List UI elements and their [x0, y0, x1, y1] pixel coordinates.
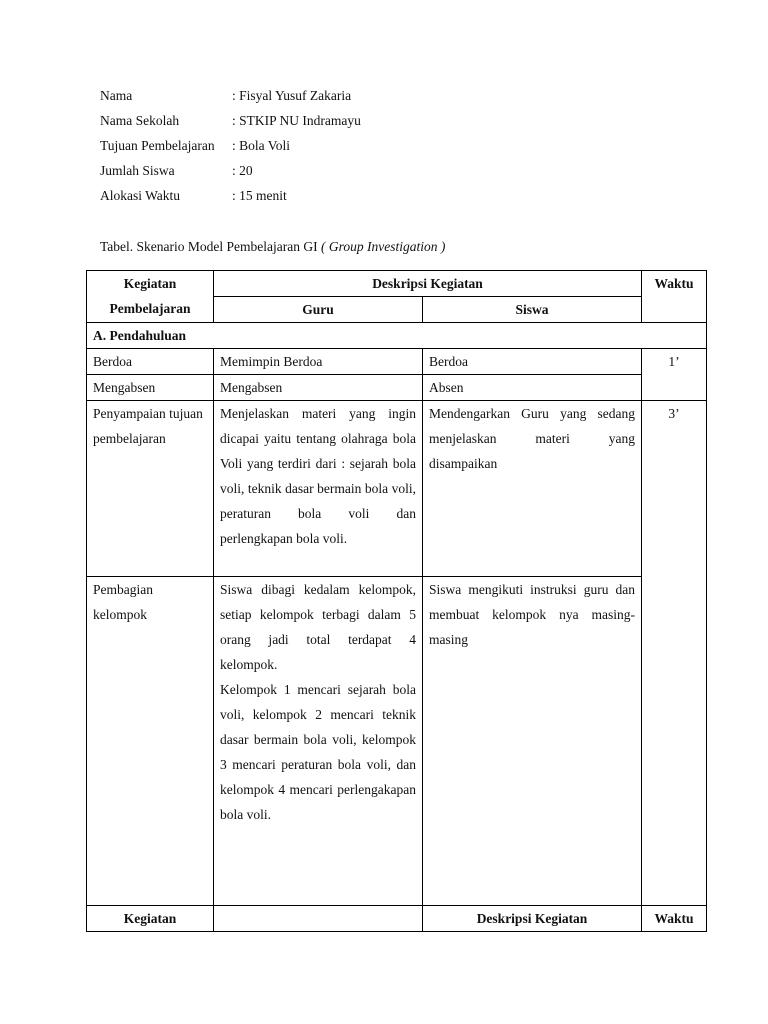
info-row-nama-sekolah [100, 111, 361, 136]
info-row-nama [100, 86, 361, 111]
caption-italic: ( Group Investigation ) [320, 239, 446, 254]
cell-kegiatan-penyampaian: Penyampaian tujuan pembelajaran [87, 401, 214, 577]
table-caption [100, 237, 445, 257]
cell-siswa-mengabsen: Absen [423, 375, 642, 401]
cell-guru-pembagian [214, 577, 423, 906]
header-deskripsi: Deskripsi Kegiatan [214, 271, 642, 297]
info-row-jumlah-siswa [100, 161, 361, 186]
cell-siswa-berdoa: Berdoa [423, 349, 642, 375]
scenario-table [86, 270, 707, 932]
guru-pembagian-para1: Siswa dibagi kedalam kelompok, setiap kelompok terbagi dalam 5 orang jadi total terdapat 4 kelompok. [220, 582, 416, 672]
cell-guru-penyampaian: Menjelaskan materi yang ingin dicapai yaitu tentang olahraga bola Voli yang terdiri dari : sejarah bola voli, teknik dasar bermain bola voli, peraturan bola voli dan perlengkapan bola voli. [214, 401, 423, 577]
footer-waktu: Waktu [642, 906, 707, 932]
header-waktu: Waktu [642, 271, 707, 323]
info-value: : Fisyal Yusuf Zakaria [232, 88, 352, 103]
info-value: : STKIP NU Indramayu [232, 113, 361, 128]
header-siswa: Siswa [423, 297, 642, 323]
header-kegiatan-line1: Kegiatan [123, 276, 177, 291]
info-row-tujuan [100, 136, 361, 161]
cell-waktu-3: 3’ [642, 401, 707, 906]
info-value: : 20 [232, 163, 253, 178]
guru-pembagian-para2: Kelompok 1 mencari sejarah bola voli, kelompok 2 mencari teknik dasar bermain bola voli, kelompok 3 mencari peraturan bola voli, dan kelompok 4 mencari perlengakapan bola voli. [220, 682, 416, 822]
section-pendahuluan: A. Pendahuluan [87, 323, 707, 349]
info-label: Tujuan Pembelajaran [100, 138, 215, 153]
cell-siswa-pembagian: Siswa mengikuti instruksi guru dan membuat kelompok nya masing-masing [423, 577, 642, 906]
footer-kegiatan: Kegiatan [87, 906, 214, 932]
info-label: Jumlah Siswa [100, 163, 175, 178]
info-label: Alokasi Waktu [100, 188, 181, 203]
identity-block [100, 86, 361, 211]
cell-guru-mengabsen: Mengabsen [214, 375, 423, 401]
header-kegiatan [87, 271, 214, 323]
header-kegiatan-line2: Pembelajaran [109, 301, 191, 316]
info-value: : Bola Voli [232, 138, 291, 153]
cell-guru-berdoa: Memimpin Berdoa [214, 349, 423, 375]
cell-kegiatan-pembagian: Pembagian kelompok [87, 577, 214, 906]
cell-kegiatan-berdoa: Berdoa [87, 349, 214, 375]
footer-empty [214, 906, 423, 932]
cell-waktu-1: 1’ [642, 349, 707, 401]
cell-kegiatan-mengabsen: Mengabsen [87, 375, 214, 401]
info-label: Nama [100, 88, 133, 103]
cell-siswa-penyampaian: Mendengarkan Guru yang sedang menjelaskan materi yang disampaikan [423, 401, 642, 577]
footer-deskripsi: Deskripsi Kegiatan [423, 906, 642, 932]
info-value: : 15 menit [232, 188, 287, 203]
header-guru: Guru [214, 297, 423, 323]
info-row-alokasi-waktu [100, 186, 361, 211]
info-label: Nama Sekolah [100, 113, 180, 128]
caption-text: Tabel. Skenario Model Pembelajaran GI [100, 239, 321, 254]
